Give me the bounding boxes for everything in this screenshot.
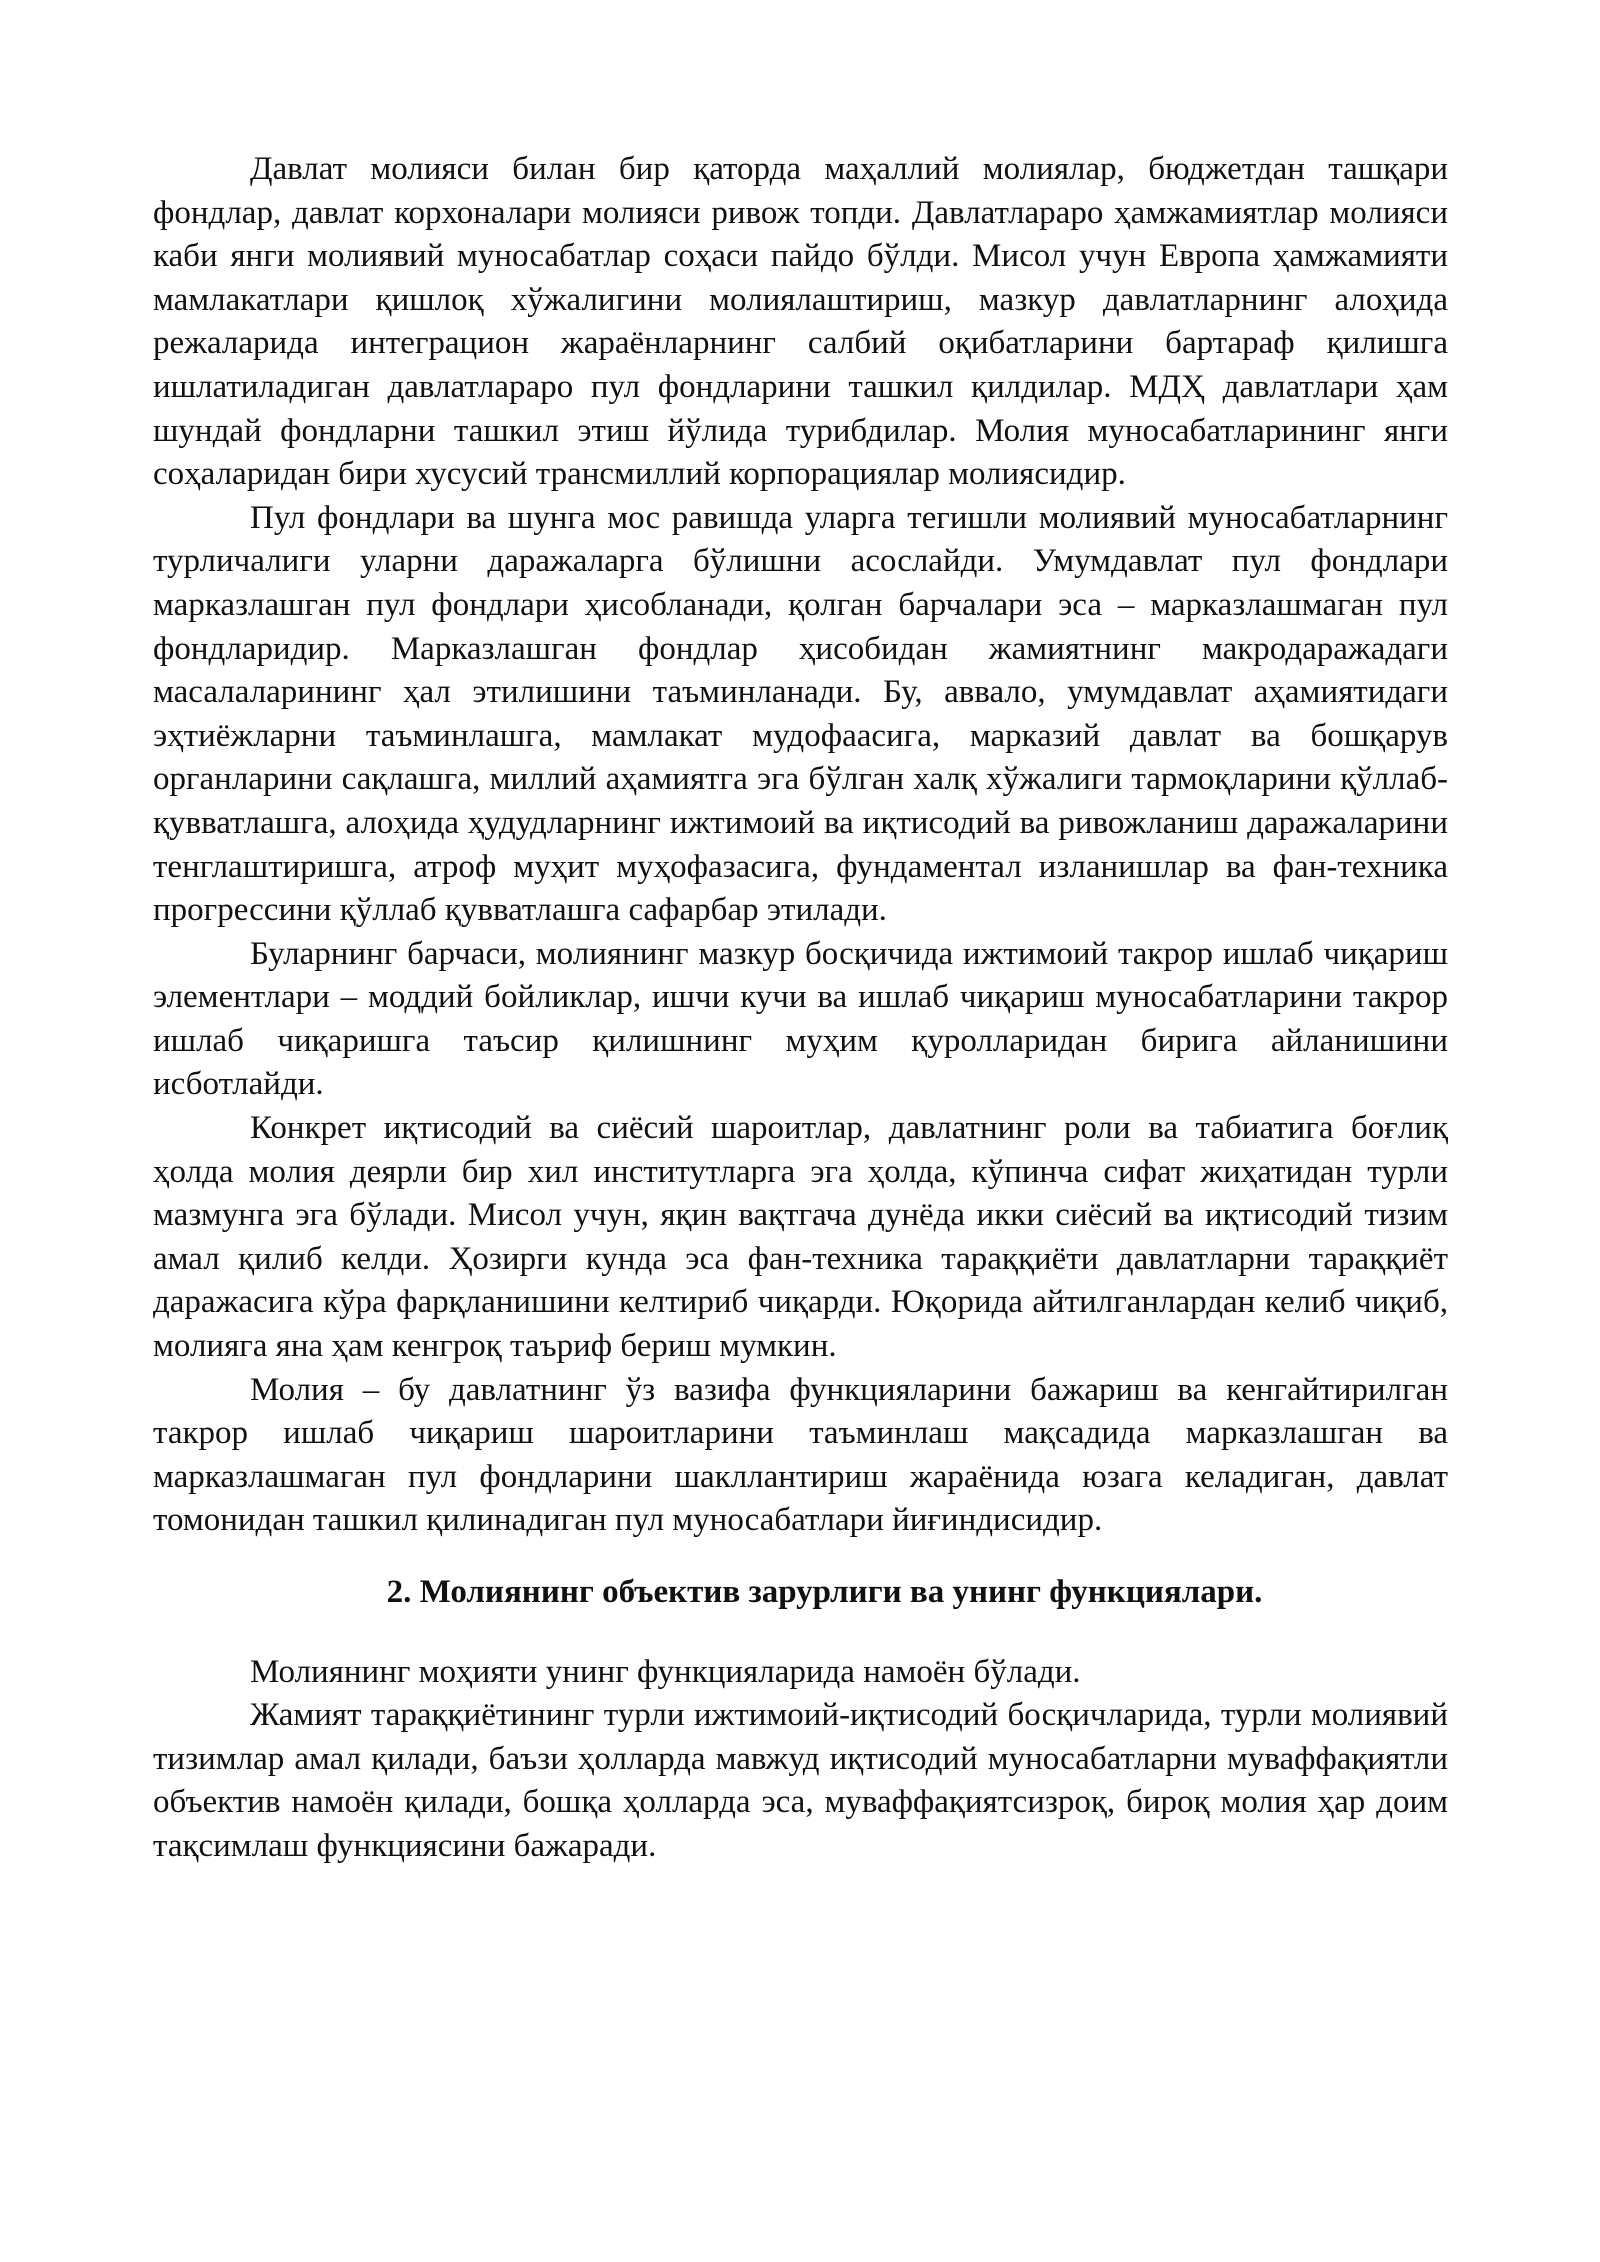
paragraph-reproduction: Буларнинг барчаси, молиянинг мазкур босқичида ижтимоий такрор ишлаб чиқариш элементлари – моддий бойликлар, ишчи кучи ва ишлаб чиқариш муносабатларини такрор ишлаб чиқаришга таъсир қилишнинг муҳим қуролларидан бирига айланишини исботлайди. — [153, 935, 1448, 1103]
paragraph-essence: Молиянинг моҳияти унинг функцияларида намоён бўлади. — [250, 1653, 1081, 1690]
paragraph-money-funds: Пул фондлари ва шунга мос равишда уларга тегишли молиявий муносабатларнинг турличалиги уларни даражаларга бўлишни асослайди. Умумдавлат пул фондлари марказлашган пул фондлари ҳисобланади, қолган барчалари эса – марказлашмаган пул фондларидир. Марказлашган фондлар ҳисобидан жамиятнинг макродаражадаги масалаларининг ҳал этилишини таъминланади. Бу, аввало, умумдавлат аҳамиятидаги эҳтиёжларни таъминлашга, мамлакат мудофаасига, марказий давлат ва бошқарув органларини сақлашга, миллий аҳамиятга эга бўлган халқ хўжалиги тармоқларини қўллаб-қувватлашга, алоҳида ҳудудларнинг ижтимоий ва иқтисодий ва ривожланиш даражаларини тенглаштиришга, атроф муҳит муҳофазасига, фундаментал изланишлар ва фан-техника прогрессини қўллаб қувватлашга сафарбар этилади. — [153, 499, 1448, 929]
paragraph-state-finance: Давлат молияси билан бир қаторда маҳаллий молиялар, бюджетдан ташқари фондлар, давлат корхоналари молияси ривож топди. Давлатлараро ҳамжамиятлар молияси каби янги молиявий муносабатлар соҳаси пайдо бўлди. Мисол учун Европа ҳамжамияти мамлакатлари қишлоқ хўжалигини молиялаштириш, мазкур давлатларнинг алоҳида режаларида интеграцион жараёнларнинг салбий оқибатларини бартараф қилишга ишлатиладиган давлатлараро пул фондларини ташкил қилдилар. МДҲ давлатлари ҳам шундай фондларни ташкил этиш йўлида турибдилар. Молия муносабатларининг янги соҳаларидан бири хусусий трансмиллий корпорациялар молиясидир. — [153, 151, 1448, 493]
document-page — [153, 148, 1448, 1869]
paragraph-financial-systems: Жамият тараққиётининг турли ижтимоий-иқтисодий босқичларида, турли молиявий тизимлар амал қилади, баъзи ҳолларда мавжуд иқтисодий муносабатларни муваффақиятли объектив намоён қилади, бошқа ҳолларда эса, муваффақиятсизроқ, бироқ молия ҳар доим тақсимлаш функциясини бажаради. — [153, 1697, 1448, 1864]
paragraph-definition: Молия – бу давлатнинг ўз вазифа функцияларини бажариш ва кенгайтирилган такрор ишлаб чиқариш шароитларини таъминлаш мақсадида марказлашган ва марказлашмаган пул фондларини шакллантириш жараёнида юзага келадиган, давлат томонидан ташкил қилинадиган пул муносабатлари йиғиндисидир. — [153, 1371, 1448, 1539]
paragraph-conditions: Конкрет иқтисодий ва сиёсий шароитлар, давлатнинг роли ва табиатига боғлиқ ҳолда молия деярли бир хил институтларга эга ҳолда, кўпинча сифат жиҳатидан турли мазмунга эга бўлади. Мисол учун, яқин вақтгача дунёда икки сиёсий ва иқтисодий тизим амал қилиб келди. Ҳозирги кунда эса фан-техника тараққиёти давлатларни тараққиёт даражасига кўра фарқланишини келтириб чиқарди. Юқорида айтилганлардан келиб чиқиб, молияга яна ҳам кенгроқ таъриф бериш мумкин. — [153, 1110, 1448, 1365]
section-heading: 2. Молиянинг объектив зарурлиги ва унинг функциялари. — [386, 1574, 1263, 1610]
